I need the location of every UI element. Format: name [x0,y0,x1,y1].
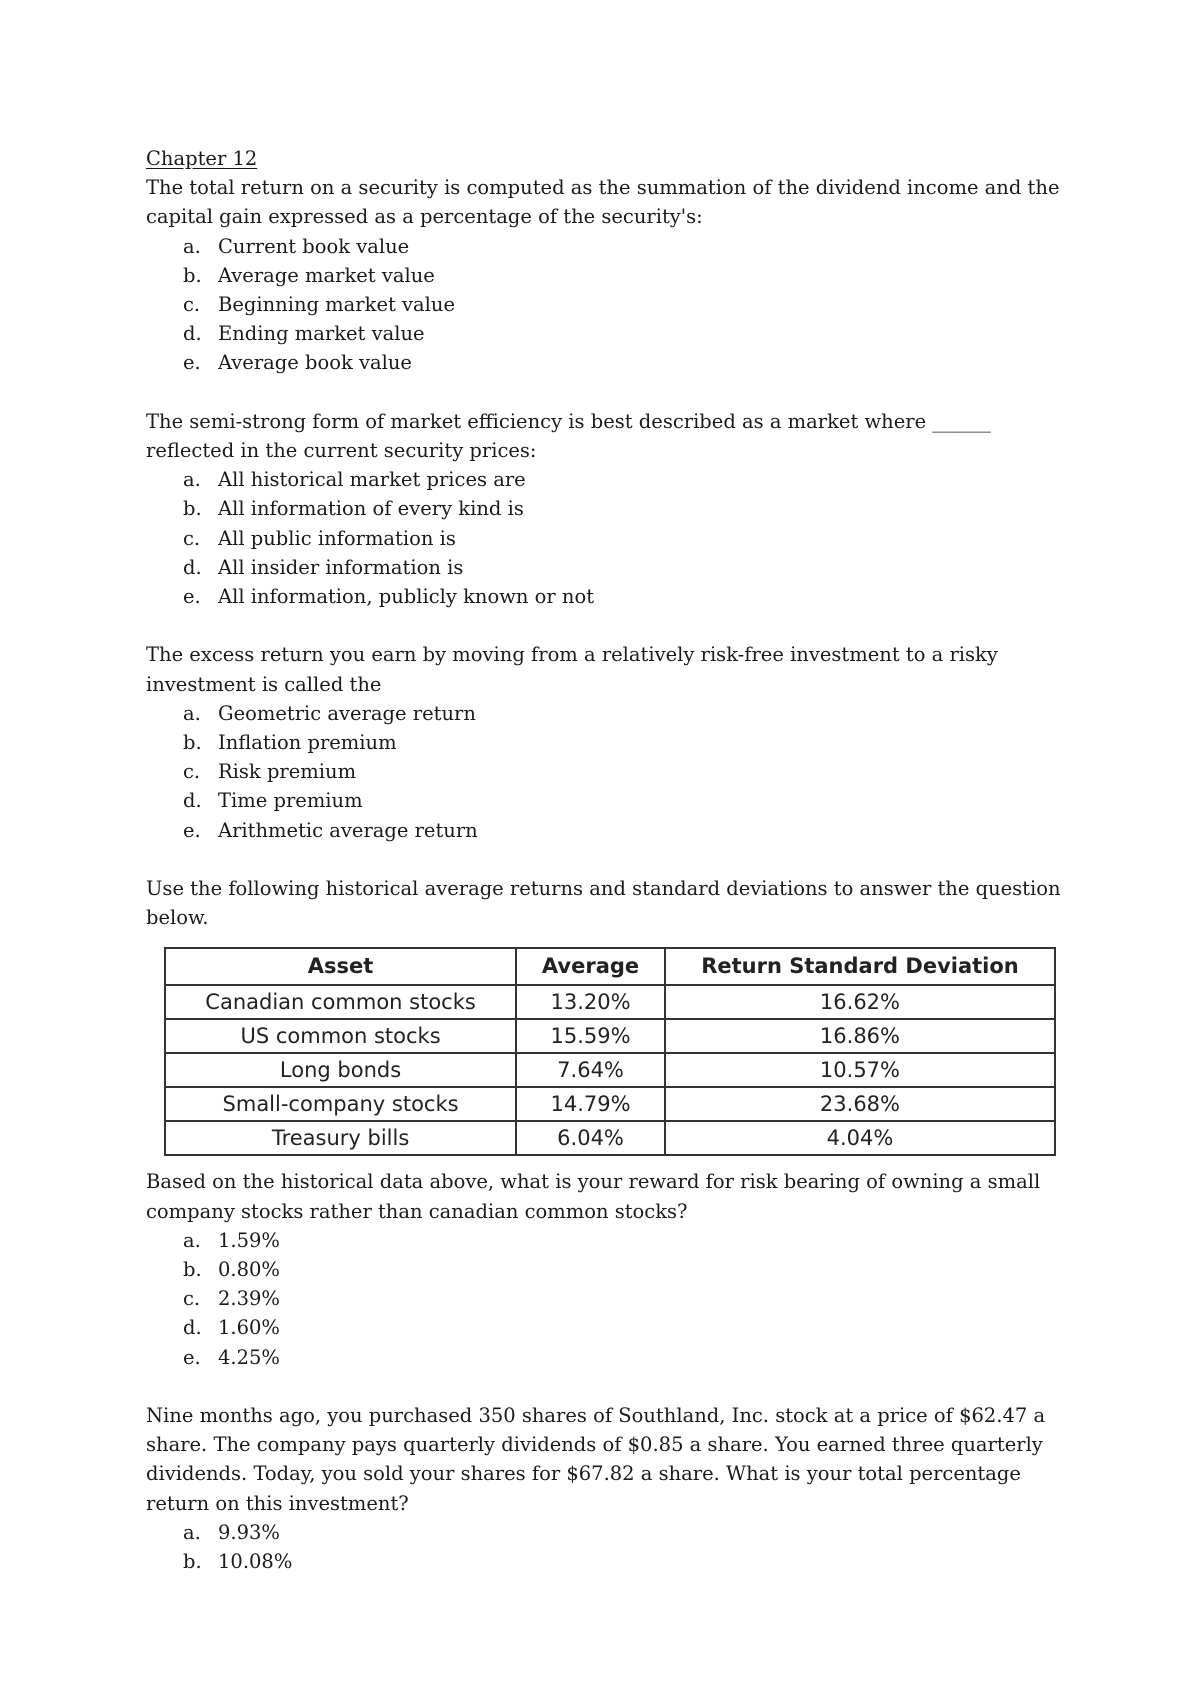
option-item: e. Average book value [183,351,412,375]
option-item: e. All information, publicly known or not [183,585,595,609]
option-item: d. Ending market value [183,322,425,346]
table-row [165,1019,1055,1053]
question-block [146,640,1066,844]
option-item: d. 1.60% [183,1316,280,1340]
cell-std-dev: 23.68% [665,1087,1055,1121]
chapter-title: Chapter 12 [146,147,258,170]
cell-asset: Long bonds [165,1053,516,1087]
header-average: Average [516,948,665,985]
table-intro: Use the following historical average returns and standard deviations to answer the question below. [146,877,1061,930]
option-item: b. Inflation premium [183,731,397,755]
option-list [146,1518,1066,1576]
option-item: c. Beginning market value [183,293,455,317]
spacer [146,845,1066,874]
cell-average: 7.64% [516,1053,665,1087]
option-list [146,699,1066,845]
option-item: a. Current book value [183,234,410,258]
header-std-dev: Return Standard Deviation [665,948,1055,985]
option-item: a. All historical market prices are [183,468,526,492]
cell-average: 6.04% [516,1121,665,1155]
spacer [146,611,1066,640]
cell-asset: Canadian common stocks [165,985,516,1019]
option-item: d. Time premium [183,789,363,813]
option-item: c. Risk premium [183,760,357,784]
option-list [146,1226,1066,1372]
cell-std-dev: 16.86% [665,1019,1055,1053]
table-row [165,1087,1055,1121]
returns-table-wrapper [164,947,1066,1156]
option-item: b. 10.08% [183,1550,293,1574]
cell-asset: US common stocks [165,1019,516,1053]
table-row [165,1121,1055,1155]
header-asset: Asset [165,948,516,985]
cell-std-dev: 10.57% [665,1053,1055,1087]
cell-average: 15.59% [516,1019,665,1053]
option-item: d. All insider information is [183,555,464,579]
table-row [165,985,1055,1019]
option-item: b. 0.80% [183,1258,280,1282]
option-item: a. 9.93% [183,1520,280,1544]
document-page [146,144,1066,1576]
question-text: The semi-strong form of market efficiency is best described as a market where ______ reflected in the current security prices: [146,409,991,463]
question-block [146,1167,1066,1371]
question-text: The total return on a security is computed as the summation of the dividend income and the capital gain expressed as a percentage of the security's: [146,176,1060,229]
question-block [146,407,1066,611]
question-block [146,1401,1066,1576]
option-item: c. All public information is [183,526,456,550]
question-text: Nine months ago, you purchased 350 shares of Southland, Inc. stock at a price of $62.47 a share. The company pays quarterly dividends of $0.85 a share. You earned three quarterly dividends. Today, you sold your shares for $67.82 a share. What is your total percentage return on this investment? [146,1404,1046,1515]
question-text: Based on the historical data above, what is your reward for risk bearing of owning a small company stocks rather than canadian common stocks? [146,1170,1041,1223]
cell-asset: Treasury bills [165,1121,516,1155]
spacer [146,378,1066,407]
option-item: a. Geometric average return [183,701,476,725]
option-list [146,232,1066,378]
question-block [146,173,1066,377]
option-item: c. 2.39% [183,1287,280,1311]
returns-table [164,947,1056,1156]
option-item: e. 4.25% [183,1345,280,1369]
option-item: e. Arithmetic average return [183,818,478,842]
table-row [165,1053,1055,1087]
option-item: b. All information of every kind is [183,497,524,521]
table-header-row [165,948,1055,985]
spacer [146,1372,1066,1401]
cell-asset: Small-company stocks [165,1087,516,1121]
option-item: b. Average market value [183,263,435,287]
cell-average: 13.20% [516,985,665,1019]
option-list [146,465,1066,611]
option-item: a. 1.59% [183,1228,280,1252]
cell-std-dev: 16.62% [665,985,1055,1019]
cell-std-dev: 4.04% [665,1121,1055,1155]
question-text: The excess return you earn by moving from a relatively risk-free investment to a risky investment is called the [146,643,998,696]
cell-average: 14.79% [516,1087,665,1121]
